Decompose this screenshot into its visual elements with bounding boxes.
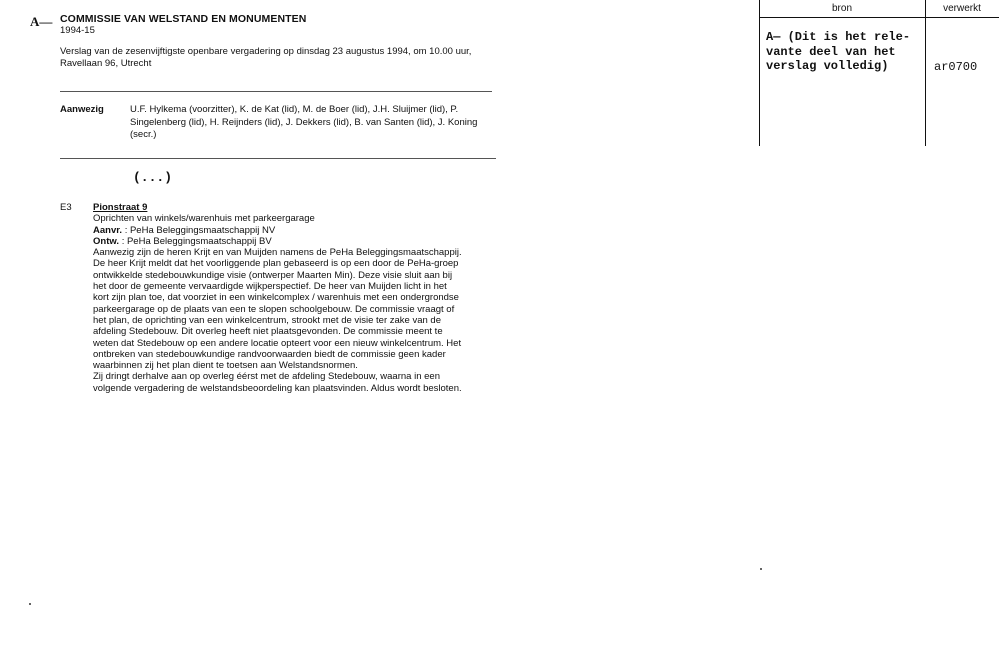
item-designer — [93, 236, 493, 247]
divider-top — [60, 91, 492, 92]
designer-label: Ontw. — [93, 235, 120, 247]
attendees-list: U.F. Hylkema (voorzitter), K. de Kat (lid), M. de Boer (lid), J.H. Sluijmer (lid), P. Singelenberg (lid), H. Reijnders (lid), J. Dekkers (lid), B. van Santen (lid), J. Koning (secr.) — [130, 104, 478, 140]
table-header-rule — [759, 17, 999, 18]
item-line: Aanwezig zijn de heren Krijt en van Muijden namens de PeHa Beleggingsmaatschappij. — [93, 247, 462, 259]
scan-speck — [29, 603, 31, 605]
item-line: ontbreken van stedebouwkundige randvoorwaarden biedt de commissie geen kader — [93, 348, 446, 360]
bron-cell — [766, 30, 926, 74]
item-line: parkeergarage op de plaats van een te slopen schoolgebouw. De commissie vraagt of — [93, 303, 455, 315]
document-title: COMMISSIE VAN WELSTAND EN MONUMENTEN — [60, 13, 307, 25]
item-street: Pionstraat 9 — [93, 202, 148, 213]
item-body — [93, 202, 493, 394]
item-line: ontwikkelde stedebouwkundige visie (ontwerper Maarten Min). Deze visie sluit aan bij — [93, 269, 453, 281]
designer-value: : PeHa Beleggingsmaatschappij BV — [121, 235, 272, 247]
applicant-label: Aanvr. — [93, 224, 123, 236]
meeting-description: Verslag van de zesenvijftigste openbare vergadering op dinsdag 23 augustus 1994, om 10.00 uur, Ravellaan 96, Utrecht — [60, 46, 472, 69]
bron-header: bron — [831, 3, 852, 14]
scan-speck — [760, 568, 762, 570]
bron-line: vante deel van het — [766, 44, 896, 59]
item-line: waarbinnen zij het plan dient te toetsen aan Welstandsnormen. — [93, 360, 358, 372]
source-table — [759, 0, 999, 146]
item-line: kort zijn plan toe, dat voorziet in een winkelcomplex / warenhuis met een ondergrondse — [93, 292, 459, 304]
document-year: 1994-15 — [60, 25, 95, 36]
attendees-label: Aanwezig — [60, 104, 104, 115]
verwerkt-header: verwerkt — [943, 3, 981, 14]
applicant-value: : PeHa Beleggingsmaatschappij NV — [124, 224, 276, 236]
omission-marker: (...) — [133, 170, 173, 185]
table-border-left — [759, 0, 760, 146]
item-applicant — [93, 225, 493, 236]
bron-line: A— (Dit is het rele- — [766, 30, 911, 44]
item-code: E3 — [60, 202, 72, 213]
bron-line: verslag volledig) — [766, 59, 889, 73]
divider-bottom — [60, 158, 496, 159]
item-line: volgende vergadering de welstandsbeoordeling kan plaatsvinden. Aldus wordt besloten. — [93, 382, 462, 394]
item-line: weten dat Stedebouw op een andere locatie opteert voor een nieuw winkelcentrum. Het — [93, 337, 462, 349]
item-line: afdeling Stedebouw. Dit overleg heeft niet plaatsgevonden. De commissie meent te — [93, 326, 443, 338]
item-line: het door de gemeente vervaardigde wijkperspectief. De heer van Muijden licht in het — [93, 281, 447, 293]
item-line: het plan, de oprichting van een winkelcentrum, strookt met de visie ter zake van de — [93, 314, 441, 326]
item-line: Zij dringt derhalve aan op overleg éérst met de afdeling Stedebouw, waarna in een — [93, 371, 440, 383]
margin-mark: A— — [30, 14, 53, 29]
item-line: De heer Krijt meldt dat het voorliggende plan gebaseerd is op een door de PeHa-groep — [93, 258, 459, 270]
verwerkt-cell: ar0700 — [934, 60, 978, 74]
item-subject: Oprichten van winkels/warenhuis met parkeergarage — [93, 213, 315, 225]
